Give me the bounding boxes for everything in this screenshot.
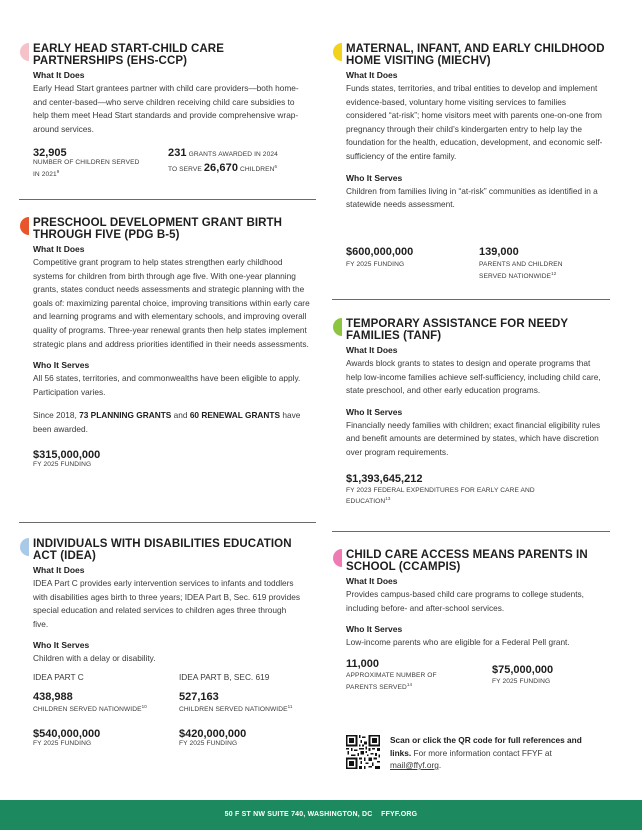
tanf-funding-label: FY 2023 FEDERAL EXPENDITURES FOR EARLY CARE AND EDUCATION$^{13}$ xyxy=(346,486,535,506)
idea-who-body: Children with a delay or disability. xyxy=(33,653,156,664)
tanf-title: TEMPORARY ASSISTANCE FOR NEEDY FAMILIES (TANF) xyxy=(346,318,568,342)
footer-address[interactable]: 50 F ST NW SUITE 740, WASHINGTON, DC FFYF.ORG xyxy=(224,811,418,818)
ccampis-parents-label: APPROXIMATE NUMBER OF PARENTS SERVED$^{14}$ xyxy=(346,672,437,691)
ccampis-section xyxy=(346,549,608,691)
ehs-body: Early Head Start grantees partner with child care providers—both home-and center-based—who serve children receiving child care subsidies to help them meet Head Start standards and provide comprehensive wrap-around services. xyxy=(33,83,299,134)
ccampis-parents-value: 11,000 xyxy=(346,658,380,670)
tanf-section xyxy=(346,318,608,507)
ehs-stat-grants xyxy=(168,147,318,176)
miechv-who-body: Children from families living in “at-risk” communities as identified in a statewide needs assessment. xyxy=(346,185,598,210)
miechv-funding-value: $600,000,000 xyxy=(346,246,414,258)
ccampis-funding xyxy=(492,664,553,687)
blue-dot-icon xyxy=(20,538,29,556)
ccampis-who-heading: Who It Serves xyxy=(346,624,403,635)
idea-c-children-label: CHILDREN SERVED NATIONWIDE$^{10}$ xyxy=(33,703,147,713)
idea-b-funding-label: FY 2025 FUNDING xyxy=(179,740,238,748)
pdg-who-body: All 56 states, territories, and commonwealths have been eligible to apply. Participation varies. xyxy=(33,373,301,397)
idea-b-funding-value: $420,000,000 xyxy=(179,728,247,741)
idea-what-heading: What It Does xyxy=(33,565,85,575)
miechv-funding xyxy=(346,246,413,270)
idea-body: IDEA Part C provides early intervention services to infants and toddlers with disabilities ages birth to three years; IDEA Part B, Sec. 619 provides special education and related services to children ages three through five. xyxy=(33,578,301,629)
pdg-title: PRESCHOOL DEVELOPMENT GRANT BIRTH THROUGH FIVE (PDG B-5) xyxy=(33,217,283,241)
footer-bar xyxy=(0,800,642,830)
miechv-title: MATERNAL, INFANT, AND EARLY CHILDHOOD HOME VISITING (MIECHV) xyxy=(346,43,605,67)
miechv-section xyxy=(346,43,608,280)
idea-title: INDIVIDUALS WITH DISABILITIES EDUCATION ACT (IDEA) xyxy=(33,538,292,562)
ehs-what-heading: What It Does xyxy=(33,70,85,80)
qr-caption: Scan or click the QR code for full references and links. For more information contact FFYF at mail@ffyf.org. xyxy=(390,735,582,770)
pdg-funding-label: FY 2025 FUNDING xyxy=(33,460,92,468)
ehs-stat2-text: 231 GRANTS AWARDED IN 2024 TO SERVE 26,670 CHILDREN$^6$ xyxy=(168,147,278,175)
idea-part-c-col xyxy=(33,671,147,749)
ccampis-funding-value: $75,000,000 xyxy=(492,664,554,676)
ehs-ccp-section xyxy=(33,43,315,178)
ccampis-title: CHILD CARE ACCESS MEANS PARENTS IN SCHOOL (CCAMPIS) xyxy=(346,549,588,573)
idea-part-b-col xyxy=(179,671,292,749)
ccampis-funding-label: FY 2025 FUNDING xyxy=(492,678,551,685)
miechv-served-label: PARENTS AND CHILDREN SERVED NATIONWIDE$^{12}$ xyxy=(479,261,563,280)
pink-dot-icon xyxy=(20,43,29,61)
divider-1 xyxy=(19,199,316,200)
green-dot-icon xyxy=(333,318,342,336)
tanf-who-heading: Who It Serves xyxy=(346,406,403,417)
divider-2 xyxy=(19,522,316,523)
pdg-what-heading: What It Does xyxy=(33,244,85,254)
idea-c-funding-value: $540,000,000 xyxy=(33,728,101,741)
idea-c-children-value: 438,988 xyxy=(33,690,73,703)
qr-code-icon[interactable] xyxy=(346,735,380,769)
pdg-since-text: Since 2018, 73 PLANNING GRANTS and 60 RENEWAL GRANTS have been awarded. xyxy=(33,410,301,434)
tanf-body: Awards block grants to states to design and operate programs that help low-income families achieve self-sufficiency, including child care, state preschool, and other early education programs. xyxy=(346,358,601,396)
pdg-section xyxy=(33,217,315,469)
miechv-body: Funds states, territories, and tribal entities to develop and implement evidence-based, voluntary home visiting services to families considered “at-risk”; home visitors meet with parents one-on-one from pregnancy through their child’s kindergarten entry to help lay the foundation for the health, education, development, and economic self-sufficiency of the entire family. xyxy=(346,83,603,161)
idea-part-c-heading: IDEA PART C xyxy=(33,672,84,682)
ehs-stat1-value: 32,905 xyxy=(33,147,67,159)
ehs-stat1-label: NUMBER OF CHILDREN SERVED IN 2021$^9$ xyxy=(33,159,140,178)
pdg-who-heading: Who It Serves xyxy=(33,360,90,371)
tanf-who-body: Financially needy families with children; exact financial eligibility rules and benefit amounts are determined by states, which have discretion over program requirements. xyxy=(346,419,601,457)
idea-b-children-label: CHILDREN SERVED NATIONWIDE$^{11}$ xyxy=(179,703,293,713)
yellow-dot-icon xyxy=(333,43,342,61)
idea-b-children-value: 527,163 xyxy=(179,690,219,703)
ehs-stat-children xyxy=(33,147,143,179)
ccampis-what-heading: What It Does xyxy=(346,576,398,586)
pdg-funding-value: $315,000,000 xyxy=(33,448,101,461)
miechv-who-heading: Who It Serves xyxy=(346,172,403,183)
orange-dot-icon xyxy=(20,217,29,235)
miechv-served xyxy=(479,246,589,281)
divider-3 xyxy=(332,299,610,300)
magenta-dot-icon xyxy=(333,549,342,567)
miechv-what-heading: What It Does xyxy=(346,70,398,80)
idea-who-heading: Who It Serves xyxy=(33,640,90,651)
ccampis-parents xyxy=(346,658,461,692)
ccampis-body: Provides campus-based child care programs to college students, including before- and after-school services. xyxy=(346,589,584,613)
idea-section xyxy=(33,538,315,748)
ehs-ccp-title: EARLY HEAD START-CHILD CARE PARTNERSHIPS (EHS-CCP) xyxy=(33,43,224,67)
tanf-funding-value: $1,393,645,212 xyxy=(346,472,423,485)
ccampis-who-body: Low-income parents who are eligible for a Federal Pell grant. xyxy=(346,637,570,648)
pdg-body: Competitive grant program to help states strengthen early childhood systems for children from birth through age five. With one-year planning grants, states conduct needs assessments and strategic planning with the goals of: maximizing parental choice, improving transitions within early care and learning programs and with elementary schools, and improving overall quality of programs. Three-year renewal grants then help states implement strategic plans and address priorities identified in their needs assessments. xyxy=(33,257,310,349)
divider-4 xyxy=(332,531,610,532)
idea-part-b-heading: IDEA PART B, SEC. 619 xyxy=(179,672,270,682)
tanf-what-heading: What It Does xyxy=(346,345,398,355)
email-link[interactable]: mail@ffyf.org xyxy=(390,760,439,770)
miechv-served-value: 139,000 xyxy=(479,246,519,258)
miechv-funding-label: FY 2025 FUNDING xyxy=(346,261,405,268)
idea-c-funding-label: FY 2025 FUNDING xyxy=(33,740,92,748)
